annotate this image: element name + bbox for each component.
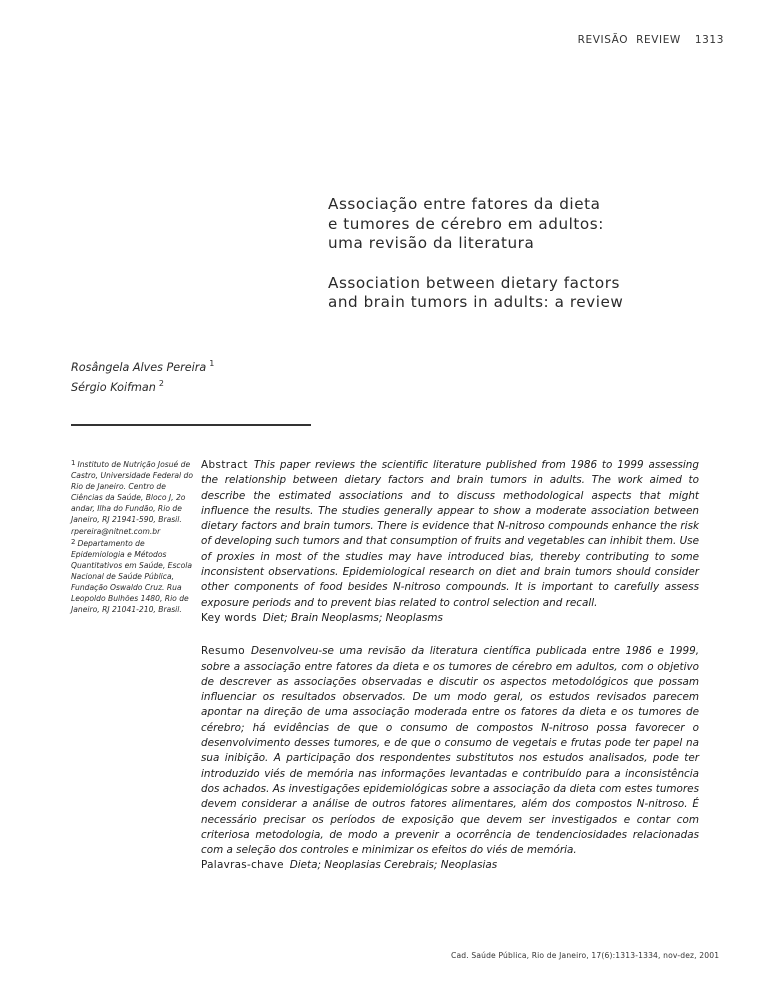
affiliation-text: Instituto de Nutrição Josué de Castro, Universidade Federal do Rio de Janeiro. Centro de Ciências da Saúde, Bloco J, 2o andar, Ilha do Fundão, Rio de Janeiro, RJ 21941-590, Brasil. <box>71 460 193 525</box>
title-pt-line: uma revisão da literatura <box>328 234 535 252</box>
author-ref: 1 <box>209 359 215 368</box>
author-list <box>71 356 214 396</box>
abstracts <box>201 458 699 874</box>
page-number: 1313 <box>694 34 724 46</box>
affiliation <box>71 458 196 537</box>
title-en-line: Association between dietary factors <box>328 273 620 292</box>
divider-rule <box>71 424 311 426</box>
title-english <box>328 274 728 313</box>
author <box>71 376 214 396</box>
affiliations <box>71 458 196 615</box>
running-head <box>578 34 724 46</box>
keywords-label: Key words <box>201 611 257 624</box>
title-portuguese <box>328 195 728 254</box>
abstract-label: Abstract <box>201 459 248 471</box>
abstract-english <box>201 458 699 626</box>
title-pt-line: e tumores de cérebro em adultos: <box>328 214 604 233</box>
author <box>71 356 214 376</box>
palavras-chave-label: Palavras-chave <box>201 859 284 872</box>
author-name: Rosângela Alves Pereira <box>71 361 207 374</box>
affiliation <box>71 537 196 616</box>
title-pt-line: Associação entre fatores da dieta <box>328 195 601 213</box>
author-ref: 2 <box>158 379 164 388</box>
abstract-portuguese <box>201 644 699 873</box>
author-name: Sérgio Koifman <box>71 381 156 394</box>
author-email[interactable]: rpereira@nitnet.com.br <box>71 526 161 536</box>
affiliation-text: Departamento de Epidemiologia e Métodos Quantitativos em Saúde, Escola Nacional de Saúde Pública, Fundação Oswaldo Cruz. Rua Leopoldo Bulhões 1480, Rio de Janeiro, RJ 21041-210, Brasil. <box>71 538 192 615</box>
palavras-chave: Dieta; Neoplasias Cerebrais; Neoplasias <box>289 859 498 872</box>
keywords: Diet; Brain Neoplasms; Neoplasms <box>262 611 443 624</box>
journal-citation: Cad. Saúde Pública, Rio de Janeiro, 17(6):1313-1334, nov-dez, 2001 <box>451 951 720 960</box>
section-label-pt: REVISÃO <box>577 34 629 46</box>
section-label-en: REVIEW <box>636 34 681 46</box>
resumo-label: Resumo <box>201 645 246 658</box>
resumo-text: Desenvolveu-se uma revisão da literatura científica publicada entre 1986 e 1999, sobre a associação entre fatores da dieta e os tumores de cérebro em adultos, com o objetivo de descrever as associações observadas e discutir os aspectos metodológicos que possam influenciar os resultados observados. De um modo geral, os estudos revisados parecem apontar na direção de uma associação moderada entre os fatores da dieta e os tumores de cérebro; há evidências de que o consumo de compostos N-nitroso possa favorecer o desenvolvimento desses tumores, e de que o consumo de vegetais e frutas pode ter papel na sua inibição. A participação dos respondentes substitutos nos estudos analisados, pode ter introduzido viés de memória nas informações levantadas e contribuído para a inconsistência dos achados. As investigações epidemiológicas sobre a associação da dieta com estes tumores devem considerar a análise de outros fatores alimentares, além dos compostos N-nitroso. É necessário precisar os períodos de exposição que devem ser investigados e contar com criteriosa metodologia, de modo a prevenir a ocorrência de tendenciosidades relacionadas com a seleção dos controles e minimizar os efeitos do viés de memória. <box>201 645 699 857</box>
article-titles <box>328 195 728 313</box>
affiliation-ref: 1 <box>71 459 76 467</box>
abstract-text: This paper reviews the scientific literature published from 1986 to 1999 assessing the relationship between dietary factors and brain tumors in adults. The work aimed to describe the estimated associations and to discuss methodological aspects that might influence the results. The studies generally appear to show a moderate association between dietary factors and brain tumors. There is evidence that N-nitroso compounds enhance the risk of developing such tumors and that consumption of fruits and vegetables can inhibit them. Use of proxies in most of the studies may have introduced bias, thereby contributing to some inconsistent observations. Epidemiological research on diet and brain tumors should consider other components of food besides N-nitroso compounds. It is important to carefully assess exposure periods and to prevent bias related to control selection and recall. <box>201 459 699 609</box>
affiliation-ref: 2 <box>71 537 76 546</box>
title-en-line: and brain tumors in adults: a review <box>328 293 624 311</box>
